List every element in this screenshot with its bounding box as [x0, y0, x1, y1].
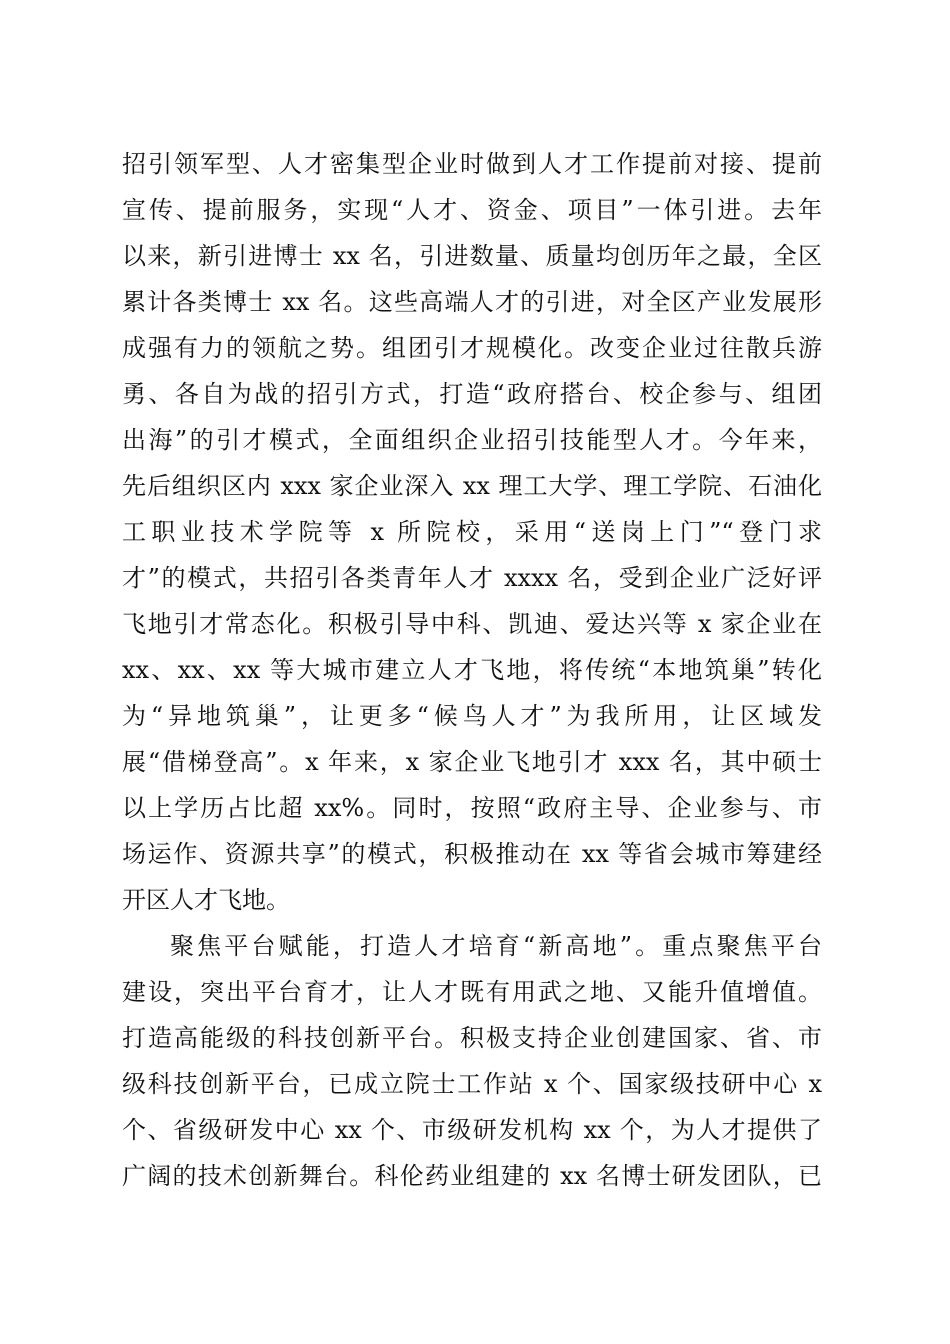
body-text-line: 以来，新引进博士 xx 名，引进数量、质量均创历年之最，全区 — [122, 242, 822, 270]
body-text-line: 场运作、资源共享”的模式，积极推动在 xx 等省会城市筹建经 — [122, 840, 822, 868]
body-text-line: 飞地引才常态化。积极引导中科、凯迪、爱达兴等 x 家企业在 — [122, 610, 822, 638]
body-text-line: 以上学历占比超 xx%。同时，按照“政府主导、企业参与、市 — [122, 794, 822, 822]
body-text-line: 先后组织区内 xxx 家企业深入 xx 理工大学、理工学院、石油化 — [122, 472, 822, 500]
body-text-line: 展“借梯登高”。x 年来，x 家企业飞地引才 xxx 名，其中硕士 — [122, 748, 822, 776]
body-text-line: 工职业技术学院等 x 所院校，采用“送岗上门”“登门求 — [122, 518, 822, 546]
body-text-line: 勇、各自为战的招引方式，打造“政府搭台、校企参与、组团 — [122, 380, 822, 408]
body-text-line: 个、省级研发中心 xx 个、市级研发机构 xx 个，为人才提供了 — [122, 1116, 822, 1144]
body-text-line: 招引领军型、人才密集型企业时做到人才工作提前对接、提前 — [122, 150, 822, 178]
body-text-line: 开区人才飞地。 — [122, 886, 290, 914]
body-text-line: 建设，突出平台育才，让人才既有用武之地、又能升值增值。 — [122, 978, 822, 1006]
body-text-line: 成强有力的领航之势。组团引才规模化。改变企业过往散兵游 — [122, 334, 822, 362]
body-text-line: 级科技创新平台，已成立院士工作站 x 个、国家级技研中心 x — [122, 1070, 822, 1098]
body-text-line: 出海”的引才模式，全面组织企业招引技能型人才。今年来， — [122, 426, 822, 454]
body-text-line: 聚焦平台赋能，打造人才培育“新高地”。重点聚焦平台 — [170, 932, 822, 960]
body-text-line: 为“异地筑巢”，让更多“候鸟人才”为我所用，让区域发 — [122, 702, 822, 730]
body-text-line: 宣传、提前服务，实现“人才、资金、项目”一体引进。去年 — [122, 196, 822, 224]
body-text-line: 才”的模式，共招引各类青年人才 xxxx 名，受到企业广泛好评 — [122, 564, 822, 592]
body-text-line: 广阔的技术创新舞台。科伦药业组建的 xx 名博士研发团队，已 — [122, 1162, 822, 1190]
body-text-line: 打造高能级的科技创新平台。积极支持企业创建国家、省、市 — [122, 1024, 822, 1052]
body-text-line: xx、xx、xx 等大城市建立人才飞地，将传统“本地筑巢”转化 — [122, 656, 822, 684]
body-text-line: 累计各类博士 xx 名。这些高端人才的引进，对全区产业发展形 — [122, 288, 822, 316]
